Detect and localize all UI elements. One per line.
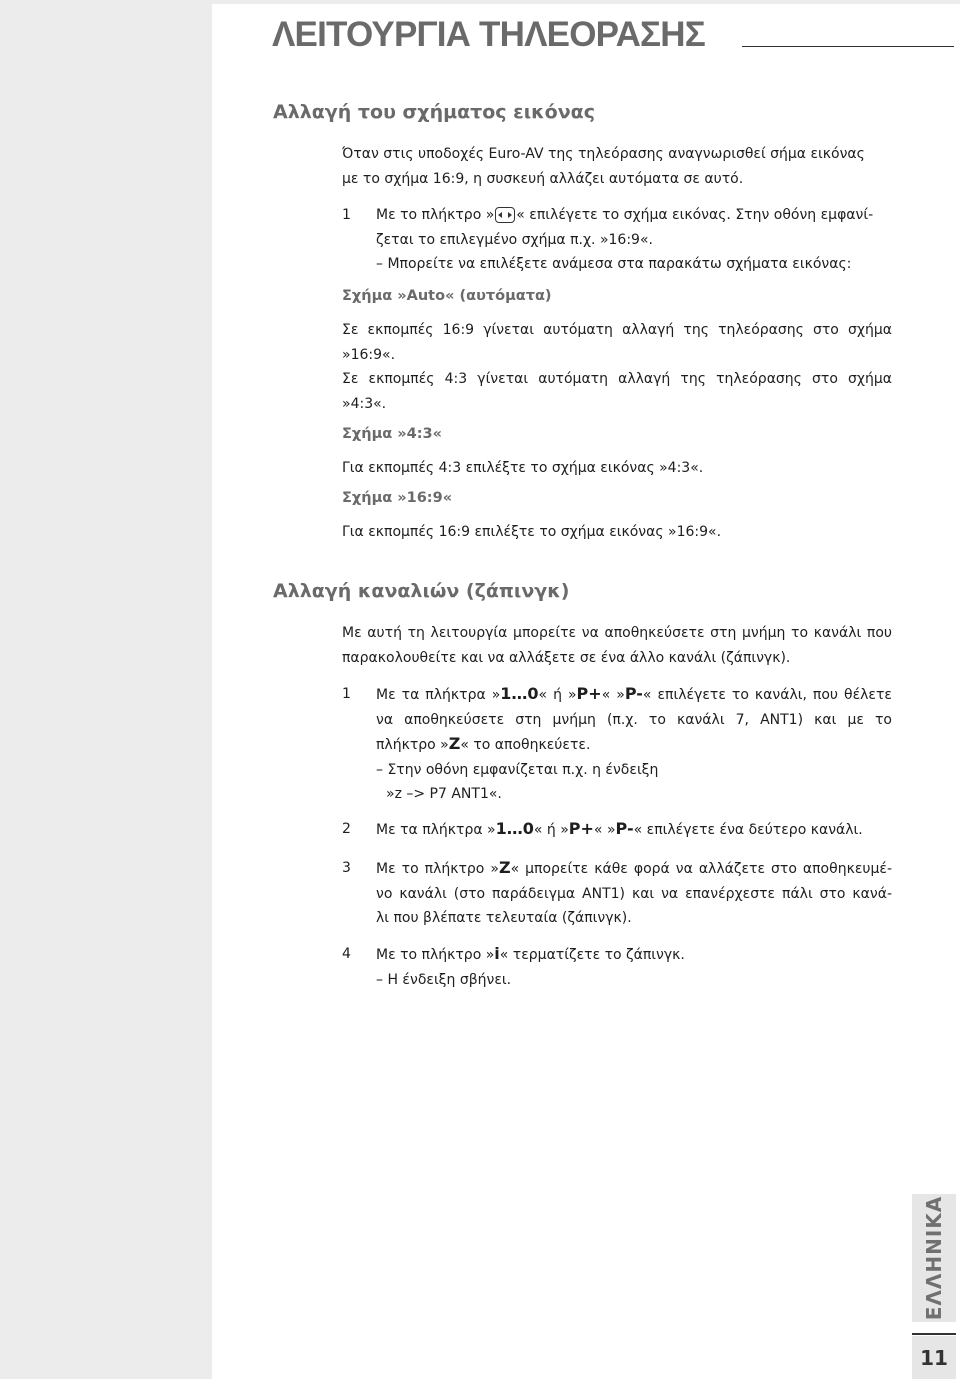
section1-intro [342, 142, 892, 191]
step1-line: – Μπορείτε να επιλέξετε ανάμεσα στα παρακάτω σχήματα εικόνας: [376, 256, 852, 272]
step-number: 2 [342, 821, 351, 837]
step1-line: ζεται το επιλεγμένο σχήμα π.χ. »16:9«. [376, 231, 653, 248]
format-16-9-text: Για εκπομπές 16:9 επιλέξτε το σχήμα εικόνας »16:9«. [342, 524, 722, 540]
section2-intro: Με αυτή τη λειτουργία μπορείτε να αποθηκεύσετε στη μνήμη το κανάλι που παρακολουθείτε και να αλλάξετε σε ένα άλλο κανάλι (ζάπινγκ). [342, 625, 892, 666]
step-number: 1 [342, 207, 351, 223]
page-title: ΛΕΙΤΟΥΡΓΙΑ ΤΗΛΕΟΡΑΣΗΣ [272, 15, 711, 55]
step1-text [376, 203, 892, 277]
subheading-16-9: Σχήμα »16:9« [342, 490, 453, 506]
picture-format-key-icon [495, 207, 515, 223]
key-p-minus: P- [615, 819, 634, 838]
header-rule [742, 46, 954, 47]
key-z: Z [498, 858, 511, 877]
page-number: 11 [920, 1346, 948, 1370]
step-number: 1 [342, 686, 351, 702]
key-1-0: 1…0 [500, 684, 539, 703]
step-number: 3 [342, 860, 351, 876]
page-header [272, 15, 954, 55]
key-1-0: 1…0 [495, 819, 534, 838]
language-label: ΕΛΛΗΝΙΚΑ [922, 1195, 946, 1321]
step1-line: Με το πλήκτρο » « επιλέγετε το σχήμα εικόνας. Στην οθόνη εμφανί- [376, 207, 874, 223]
zap-step1-text: Με τα πλήκτρα »1…0« ή »P+« »P-« επιλέγετε το κανάλι, που θέλετε να αποθηκεύσετε στη μνήμη (π.χ. το κανάλι 7, ΑΝΤ1) και με το πλήκτρο »Z« το αποθηκεύετε. – Στην οθόνη εμφανίζεται π.χ. η ένδειξη »z –> P7 ANT1«. [376, 684, 892, 802]
intro-line: με το σχήμα 16:9, η συσκευή αλλάζει αυτόματα σε αυτό. [342, 170, 744, 187]
format-4-3-text: Για εκπομπές 4:3 επιλέξτε το σχήμα εικόνας »4:3«. [342, 460, 704, 476]
key-p-plus: P+ [568, 819, 594, 838]
step-number: 4 [342, 946, 351, 962]
left-margin-band [0, 0, 212, 1379]
key-p-plus: P+ [576, 684, 602, 703]
zap-step2-text: Με τα πλήκτρα »1…0« ή »P+« »P-« επιλέγετε ένα δεύτερο κανάλι. [376, 819, 863, 838]
top-margin-band [212, 0, 960, 4]
intro-line: Όταν στις υποδοχές Euro-AV της τηλεόρασης αναγνωρισθεί σήμα εικόνας [342, 146, 865, 162]
section-heading-picture-format: Αλλαγή του σχήματος εικόνας [273, 101, 595, 123]
zap-step3-text: Με το πλήκτρο »Z« μπορείτε κάθε φορά να αλλάζετε στο αποθηκευμέ- νο κανάλι (στο παράδειγμα ΑΝΤ1) και να επανέρχεστε πάλι στο κανά- λι που βλέπατε τελευταία (ζάπινγκ). [376, 858, 893, 926]
section-heading-zapping: Αλλαγή καναλιών (ζάπινγκ) [273, 580, 570, 602]
auto-description: Σε εκπομπές 16:9 γίνεται αυτόματη αλλαγή της τηλεόρασης στο σχήμα »16:9«. Σε εκπομπές 4:3 γίνεται αυτόματη αλλαγή της τηλεόρασης στο σχήμα »4:3«. [342, 322, 892, 412]
key-i: i [494, 944, 500, 963]
subheading-4-3: Σχήμα »4:3« [342, 426, 442, 442]
page-number-rule [912, 1333, 956, 1335]
subheading-auto: Σχήμα »Auto« (αυτόματα) [342, 288, 552, 304]
key-p-minus: P- [624, 684, 643, 703]
zap-step4-text: Με το πλήκτρο »i« τερματίζετε το ζάπινγκ. – Η ένδειξη σβήνει. [376, 944, 685, 988]
key-z: Z [448, 734, 461, 753]
